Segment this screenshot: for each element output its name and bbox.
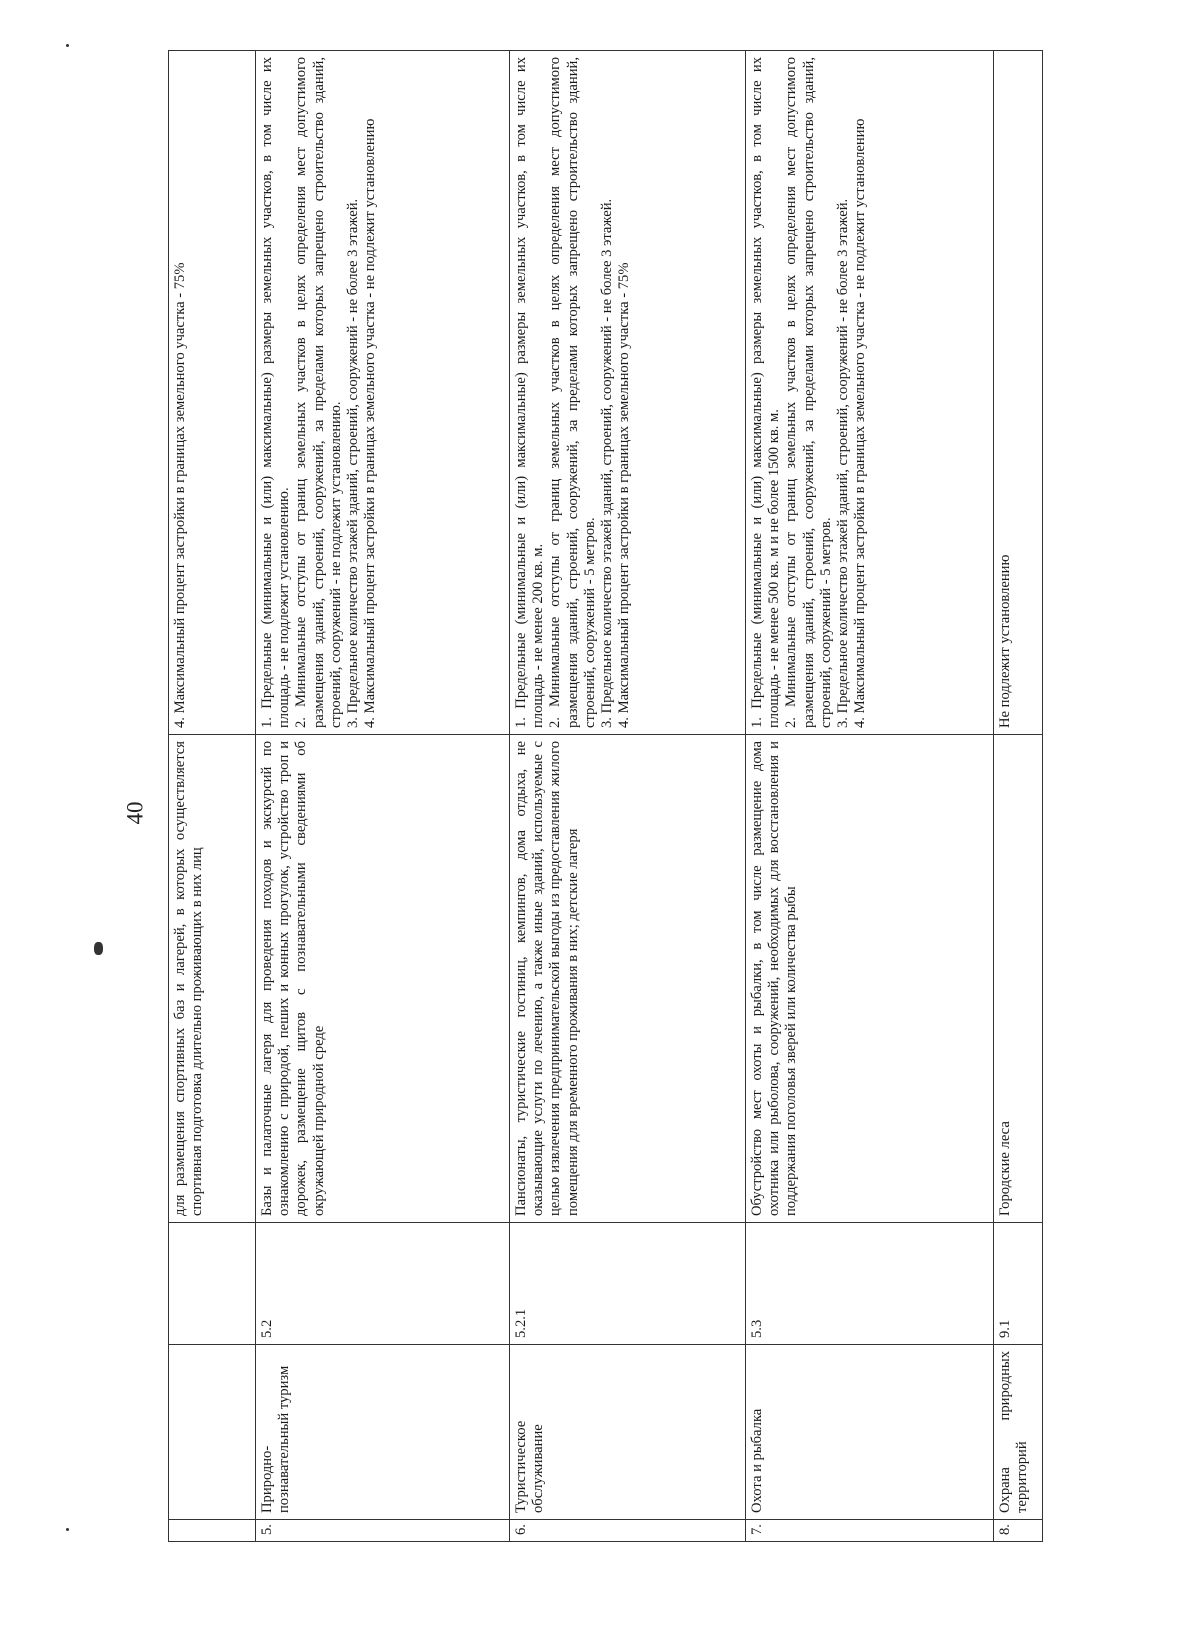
land-use-code: 5.2.1 — [510, 1223, 746, 1345]
parameter-item: 2. Минимальные отступы от границ земельных участков в целях определения мест допустимого размещения зданий, строений, сооружений, за пределами которых запрещено строительство зданий, строений, сооружений - 5 метров. — [783, 57, 834, 728]
parameter-item: 4. Максимальный процент застройки в границах земельного участка - 75% — [616, 262, 633, 728]
row-number — [169, 1520, 256, 1542]
parameter-item: Не подлежит установлению — [997, 554, 1013, 728]
land-use-code — [169, 1223, 256, 1345]
parameter-item: 3. Предельное количество этажей зданий, строений, сооружений - не более 3 этажей. — [835, 198, 852, 728]
land-use-code: 9.1 — [994, 1223, 1043, 1345]
scan-speck — [94, 942, 103, 955]
row-number: 5. — [256, 1520, 510, 1542]
land-use-name: Охота и рыбалка — [746, 1345, 994, 1520]
table-row — [994, 51, 1043, 1542]
land-use-description: Пансионаты, туристические гостиниц, кемпингов, дома отдыха, не оказывающие услуги по лечению, а также иные зданий, используемые с целью извлечения предпринимательской выгоды из предоставления жилого помещения для временного проживания в них; детские лагеря — [510, 735, 746, 1223]
row-number: 7. — [746, 1520, 994, 1542]
parameter-item: 3. Предельное количество этажей зданий, строений, сооружений - не более 3 этажей. — [345, 198, 362, 728]
parameters-cell — [256, 51, 510, 735]
parameter-item: 1. Предельные (минимальные и (или) максимальные) размеры земельных участков, в том числе их площадь - не менее 200 кв. м. — [513, 57, 547, 728]
rotated-page — [168, 50, 1043, 1542]
scan-speck — [66, 1528, 69, 1531]
land-use-description: Городские леса — [994, 735, 1043, 1223]
land-use-code: 5.2 — [256, 1223, 510, 1345]
row-number: 8. — [994, 1520, 1043, 1542]
parameter-item: 4. Максимальный процент застройки в границах земельного участка - не подлежит установлению — [362, 118, 379, 728]
land-use-description: Обустройство мест охоты и рыбалки, в том числе размещение дома охотника или рыболова, сооружений, необходимых для восстановления и поддержания поголовья зверей или количества рыбы — [746, 735, 994, 1223]
land-use-table — [168, 50, 1043, 1542]
land-use-code: 5.3 — [746, 1223, 994, 1345]
parameters-cell — [169, 51, 256, 735]
table-row — [746, 51, 994, 1542]
table-row — [510, 51, 746, 1542]
table-row — [169, 51, 256, 1542]
parameters-cell — [746, 51, 994, 735]
land-use-description: Базы и палаточные лагеря для проведения походов и экскурсий по ознакомлению с природой, пеших и конных прогулок, устройство троп и дорожек, размещение щитов с познавательными сведениями об окружающей природной среде — [256, 735, 510, 1223]
parameter-item: 4. Максимальный процент застройки в границах земельного участка - 75% — [172, 262, 188, 728]
parameter-item: 4. Максимальный процент застройки в границах земельного участка - не подлежит установлению — [852, 118, 869, 728]
land-use-name: Туристическое обслуживание — [510, 1345, 746, 1520]
parameters-cell — [510, 51, 746, 735]
table-row — [256, 51, 510, 1542]
scan-speck — [66, 44, 69, 47]
parameter-item: 1. Предельные (минимальные и (или) максимальные) размеры земельных участков, в том числе их площадь - не менее 500 кв. м и не более 1500 кв. м. — [749, 57, 783, 728]
land-use-name: Охрана природных территорий — [994, 1345, 1043, 1520]
parameter-item: 2. Минимальные отступы от границ земельных участков в целях определения мест допустимого размещения зданий, строений, сооружений, за пределами которых запрещено строительство зданий, строений, сооружений - 5 метров. — [547, 57, 598, 728]
row-number: 6. — [510, 1520, 746, 1542]
page-number: 40 — [122, 801, 148, 825]
land-use-description: для размещения спортивных баз и лагерей, в которых осуществляется спортивная подготовка длительно проживающих в них лиц — [169, 735, 256, 1223]
parameter-item: 2. Минимальные отступы от границ земельных участков в целях определения мест допустимого размещения зданий, строений, сооружений, за пределами которых запрещено строительство зданий, строений, сооружений - не подлежит установлению. — [293, 57, 344, 728]
parameter-item: 1. Предельные (минимальные и (или) максимальные) размеры земельных участков, в том числе их площадь - не подлежит установлению. — [259, 57, 293, 728]
parameters-cell — [994, 51, 1043, 735]
land-use-name — [169, 1345, 256, 1520]
land-use-name: Природно-познавательный туризм — [256, 1345, 510, 1520]
parameter-item: 3. Предельное количество этажей зданий, строений, сооружений - не более 3 этажей. — [599, 198, 616, 728]
